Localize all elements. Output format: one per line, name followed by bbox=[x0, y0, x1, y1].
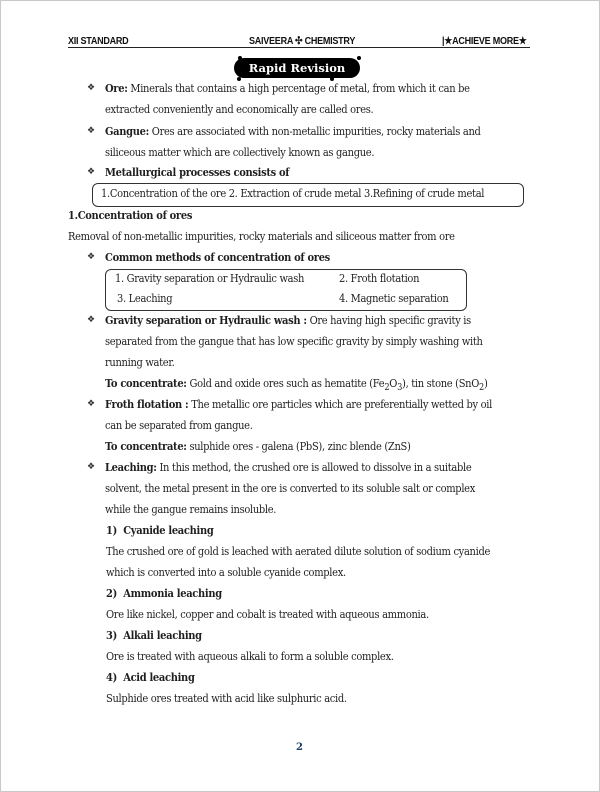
leaching-type-text: Sulphide ores treated with acid like sulphuric acid. bbox=[106, 692, 347, 705]
leaching-definition-cont: solvent, the metal present in the ore is converted to its soluble salt or complex bbox=[105, 482, 475, 495]
list-number: 4) bbox=[106, 671, 117, 684]
list-number: 2) bbox=[106, 587, 117, 600]
diamond-bullet-icon: ❖ bbox=[87, 252, 96, 262]
froth-concentrate bbox=[105, 440, 411, 454]
leaching-type-heading bbox=[106, 524, 213, 538]
ore-definition bbox=[105, 82, 470, 96]
diamond-bullet-icon: ❖ bbox=[87, 462, 96, 472]
leaching-type-title: Alkali leaching bbox=[123, 629, 202, 642]
common-methods-heading-text: Common methods of concentration of ores bbox=[105, 251, 330, 264]
leaching-type-text: Ore like nickel, copper and cobalt is treated with aqueous ammonia. bbox=[106, 608, 429, 621]
gangue-definition bbox=[105, 125, 481, 139]
concentration-description: Removal of non-metallic impurities, rocky materials and siliceous matter from ore bbox=[68, 230, 455, 243]
method-item: 1. Gravity separation or Hydraulic wash bbox=[115, 272, 305, 285]
leaching-type-text: The crushed ore of gold is leached with aerated dilute solution of sodium cyanide bbox=[106, 545, 491, 558]
leaching-type-title: Cyanide leaching bbox=[123, 524, 214, 537]
concentrate-label: To concentrate: bbox=[105, 440, 187, 453]
froth-text: The metallic ore particles which are preferentially wetted by oil bbox=[188, 398, 492, 411]
gravity-text: Ore having high specific gravity is bbox=[306, 314, 471, 327]
diamond-bullet-icon: ❖ bbox=[87, 83, 96, 93]
gangue-text: Ores are associated with non-metallic impurities, rocky materials and bbox=[148, 125, 481, 138]
gravity-definition bbox=[105, 314, 471, 328]
gravity-concentrate bbox=[105, 377, 488, 395]
gravity-term: Gravity separation or Hydraulic wash : bbox=[105, 314, 307, 327]
header-standard: XII STANDARD bbox=[68, 35, 129, 47]
diamond-bullet-icon: ❖ bbox=[87, 315, 96, 325]
list-number: 3) bbox=[106, 629, 117, 642]
concentration-heading-text: 1.Concentration of ores bbox=[68, 209, 193, 222]
leaching-type-title: Acid leaching bbox=[123, 671, 195, 684]
leaching-definition-cont: while the gangue remains insoluble. bbox=[105, 503, 277, 516]
froth-term: Froth flotation : bbox=[105, 398, 189, 411]
concentrate-label: To concentrate: bbox=[105, 377, 187, 390]
concentrate-text: ) bbox=[483, 377, 488, 390]
leaching-type-heading bbox=[106, 587, 222, 601]
subscript: 3 bbox=[397, 382, 403, 394]
gravity-definition-cont: running water. bbox=[105, 356, 175, 369]
gangue-term: Gangue: bbox=[105, 125, 149, 138]
diamond-bullet-icon: ❖ bbox=[87, 399, 96, 409]
header-tagline: |★ACHIEVE MORE★ bbox=[442, 35, 527, 47]
banner-dot bbox=[357, 56, 361, 60]
leaching-type-text: Ore is treated with aqueous alkali to form a soluble complex. bbox=[106, 650, 394, 663]
list-number: 1) bbox=[106, 524, 117, 537]
ore-term: Ore: bbox=[105, 82, 128, 95]
header-title: SAIVEERA ✣ CHEMISTRY bbox=[249, 35, 356, 47]
metallurgical-heading-text: Metallurgical processes consists of bbox=[105, 166, 290, 179]
concentrate-text: Gold and oxide ores such as hematite (Fe bbox=[186, 377, 385, 390]
metallurgical-heading bbox=[105, 166, 289, 180]
metallurgical-steps: 1.Concentration of the ore 2. Extraction of crude metal 3.Refining of crude metal bbox=[101, 187, 485, 200]
concentration-heading bbox=[68, 209, 192, 223]
concentrate-text: sulphide ores - galena (PbS), zinc blende (ZnS) bbox=[186, 440, 411, 453]
subscript: 2 bbox=[479, 382, 484, 394]
ore-definition-cont: extracted conveniently and economically are called ores. bbox=[105, 103, 374, 116]
concentrate-text: O bbox=[389, 377, 398, 390]
froth-definition-cont: can be separated from gangue. bbox=[105, 419, 253, 432]
leaching-term: Leaching: bbox=[105, 461, 157, 474]
leaching-type-heading bbox=[106, 671, 195, 685]
subscript: 2 bbox=[384, 382, 390, 394]
leaching-text: In this method, the crushed ore is allowed to dissolve in a suitable bbox=[156, 461, 472, 474]
diamond-bullet-icon: ❖ bbox=[87, 126, 96, 136]
leaching-type-heading bbox=[106, 629, 202, 643]
header-divider bbox=[68, 47, 530, 48]
method-item: 4. Magnetic separation bbox=[339, 292, 449, 305]
gravity-definition-cont: separated from the gangue that has low specific gravity by simply washing with bbox=[105, 335, 483, 348]
page-number: 2 bbox=[296, 742, 303, 753]
leaching-definition bbox=[105, 461, 471, 475]
ore-text: Minerals that contains a high percentage of metal, from which it can be bbox=[127, 82, 470, 95]
gangue-definition-cont: siliceous matter which are collectively known as gangue. bbox=[105, 146, 375, 159]
rapid-revision-banner: Rapid Revision bbox=[234, 58, 360, 78]
common-methods-heading bbox=[105, 251, 330, 265]
leaching-type-text: which is converted into a soluble cyanide complex. bbox=[106, 566, 346, 579]
method-item: 2. Froth flotation bbox=[339, 272, 420, 285]
method-item: 3. Leaching bbox=[117, 292, 173, 305]
concentrate-text: ), tin stone (SnO bbox=[402, 377, 480, 390]
leaching-type-title: Ammonia leaching bbox=[123, 587, 222, 600]
diamond-bullet-icon: ❖ bbox=[87, 167, 96, 177]
froth-definition bbox=[105, 398, 492, 412]
